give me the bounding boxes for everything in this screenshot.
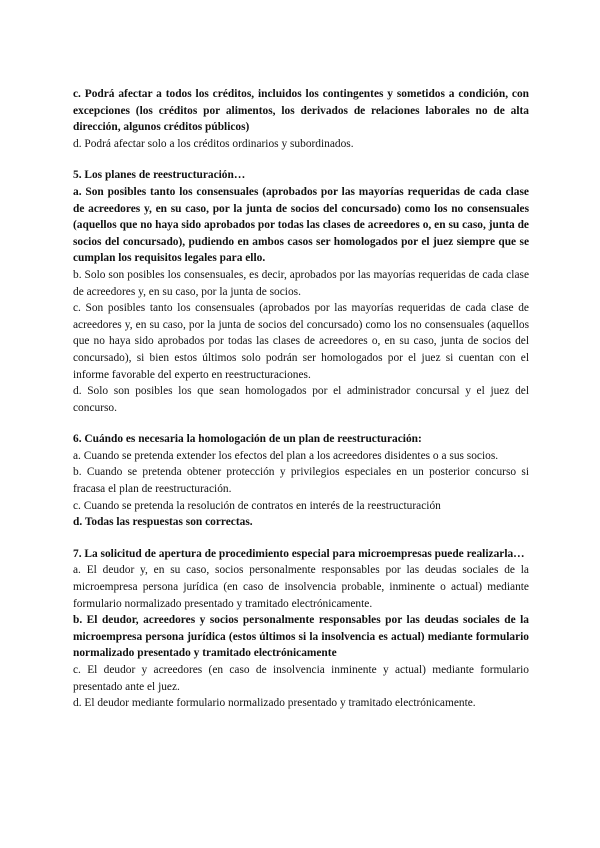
spacer — [73, 531, 529, 546]
q7-option-d: d. El deudor mediante formulario normalizado presentado y tramitado electrónicamente. — [73, 697, 476, 710]
q7-option-a: a. El deudor y, en su caso, socios personalmente responsables por las deudas sociales de la microempresa persona jurídica (en caso de insolvencia probable, inminente o actual) mediante formulario normalizado presentado y tramitado electrónicamente. — [73, 564, 529, 610]
q6-option-d-correct: d. Todas las respuestas son correctas. — [73, 516, 253, 529]
q7-option-b-correct: b. El deudor, acreedores y socios personalmente responsables por las deudas sociales de la microempresa persona jurídica (estos últimos si la insolvencia es actual) mediante formulario normalizado presentado y tramitado electrónicamente — [73, 614, 529, 660]
q6-title: 6. Cuándo es necesaria la homologación de un plan de reestructuración: — [73, 433, 422, 446]
q6-option-c: c. Cuando se pretenda la resolución de contratos en interés de la reestructuración — [73, 499, 441, 512]
q4-option-d: d. Podrá afectar solo a los créditos ordinarios y subordinados. — [73, 137, 354, 150]
q6-option-b: b. Cuando se pretenda obtener protección y privilegios especiales en un posterior concurso si fracasa el plan de reestructuración. — [73, 466, 529, 496]
q5-option-a-correct: a. Son posibles tanto los consensuales (aprobados por las mayorías requeridas de cada clase de acreedores y, en su caso, por la junta de socios del concursado) como los no consensuales (aquellos que no haya sido aprobados por todas las clases de acreedores o, en su caso, junta de socios del concursado), pudiendo en ambos casos ser homologados por el juez siempre que se cumplan los requisitos legales para ello. — [73, 185, 529, 265]
q5-option-c: c. Son posibles tanto los consensuales (aprobados por las mayorías requeridas de cada clase de acreedores y, en su caso, por la junta de socios del concursado) como los no consensuales (aquellos que no haya sido aprobados por todas las clases de acreedores o, en su caso, junta de socios del concursado), si bien estos últimos solo podrán ser homologados por el juez si cuentan con el informe favorable del experto en reestructuraciones. — [73, 302, 529, 381]
document-page — [73, 86, 529, 712]
spacer — [73, 416, 529, 431]
q7-title: 7. La solicitud de apertura de procedimiento especial para microempresas puede realizarla… — [73, 547, 525, 560]
q4-option-c-correct: c. Podrá afectar a todos los créditos, incluidos los contingentes y sometidos a condición, con excepciones (los créditos por alimentos, los derivados de relaciones laborales no de alta dirección, algunos créditos públicos) — [73, 88, 529, 134]
q5-title: 5. Los planes de reestructuración… — [73, 169, 246, 182]
q5-option-d: d. Solo son posibles los que sean homologados por el administrador concursal y el juez del concurso. — [73, 385, 529, 414]
q5-option-b: b. Solo son posibles los consensuales, es decir, aprobados por las mayorías requeridas de cada clase de acreedores y, en su caso, por la junta de socios. — [73, 268, 529, 298]
q7-option-c: c. El deudor y acreedores (en caso de insolvencia inminente y actual) mediante formulario presentado ante el juez. — [73, 664, 529, 693]
q6-option-a: a. Cuando se pretenda extender los efectos del plan a los acreedores disidentes o a sus socios. — [73, 449, 499, 462]
spacer — [73, 152, 529, 167]
